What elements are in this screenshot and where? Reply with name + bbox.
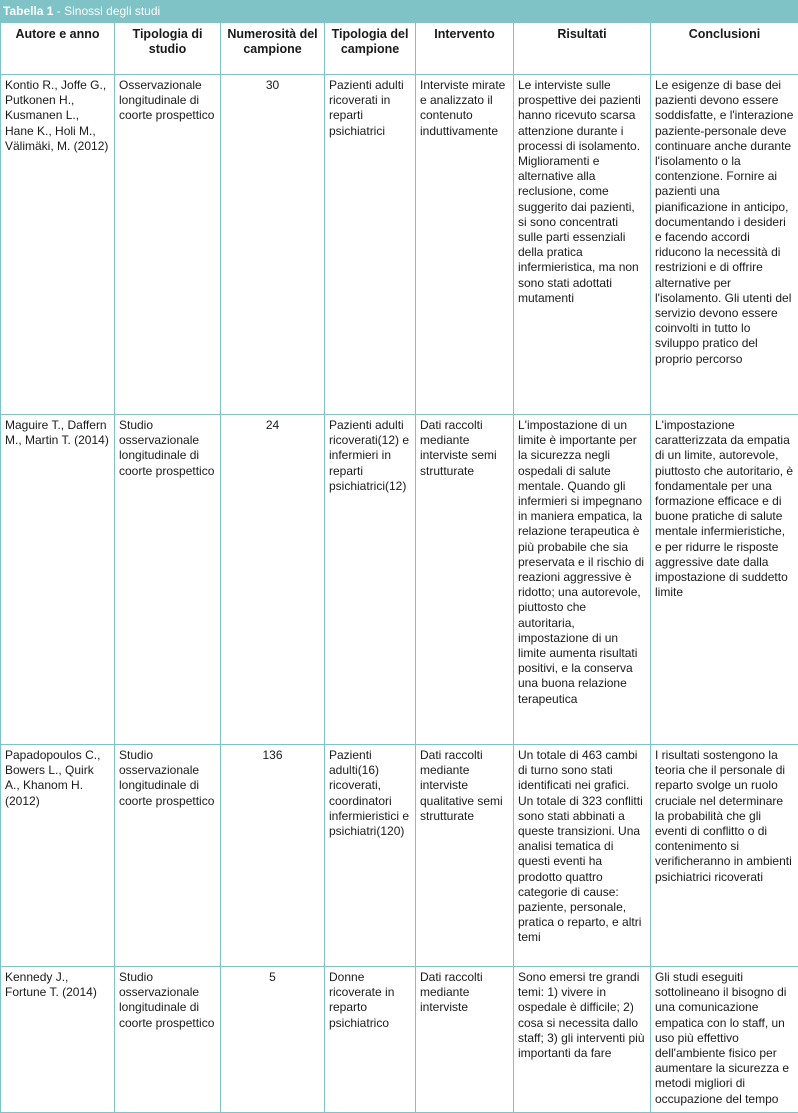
cell-tipologia-campione: Pazienti adulti ricoverati(12) e infermieri in reparti psichiatrici(12) — [325, 415, 416, 745]
cell-numerosita: 24 — [221, 415, 325, 745]
cell-tipologia-studio: Osservazionale longitudinale di coorte prospettico — [115, 75, 221, 415]
cell-conclusioni: I risultati sostengono la teoria che il personale di reparto svolge un ruolo cruciale nel determinare la probabilità che gli eventi di conflitto o di contenimento si verificheranno in ambienti psichiatrici ricoverati — [651, 745, 798, 967]
header-tipologia-studio: Tipologia di studio — [115, 23, 221, 75]
cell-risultati: Le interviste sulle prospettive dei pazienti hanno ricevuto scarsa attenzione durante i processi di isolamento. Miglioramenti e alternative alla reclusione, come suggerito dai pazienti, si sono concentrati sulle parti essenziali della pratica infermieristica, ma non sono stati adottati mutamenti — [514, 75, 651, 415]
cell-risultati: Un totale di 463 cambi di turno sono stati identificati nei grafici. Un totale di 323 conflitti sono stati abbinati a queste transizioni. Una analisi tematica di questi eventi ha prodotto quattro categorie di cause: paziente, personale, pratica o reparto, e altri temi — [514, 745, 651, 967]
table-title — [0, 0, 798, 22]
cell-risultati: L'impostazione di un limite è importante per la sicurezza negli ospedali di salute mentale. Quando gli infermieri si impegnano in maniera empatica, la relazione terapeutica è più probabile che sia preservata e il rischio di reazioni aggressive è ridotto; una autorevole, piuttosto che autoritaria, impostazione di un limite aumenta risultati positivi, e la conserva una buona relazione terapeutica — [514, 415, 651, 745]
cell-tipologia-studio: Studio osservazionale longitudinale di coorte prospettico — [115, 745, 221, 967]
cell-intervento: Dati raccolti mediante interviste — [416, 967, 514, 1113]
table-row — [1, 967, 798, 1113]
header-row — [1, 23, 798, 75]
header-intervento: Intervento — [416, 23, 514, 75]
cell-numerosita: 5 — [221, 967, 325, 1113]
cell-tipologia-campione: Pazienti adulti ricoverati in reparti psichiatrici — [325, 75, 416, 415]
cell-numerosita: 30 — [221, 75, 325, 415]
cell-intervento: Interviste mirate e analizzato il contenuto induttivamente — [416, 75, 514, 415]
cell-intervento: Dati raccolti mediante interviste semi strutturate — [416, 415, 514, 745]
cell-autore: Kontio R., Joffe G., Putkonen H., Kusmanen L., Hane K., Holi M., Välimäki, M. (2012) — [1, 75, 115, 415]
header-numerosita: Numerosità del campione — [221, 23, 325, 75]
header-conclusioni: Conclusioni — [651, 23, 798, 75]
cell-tipologia-studio: Studio osservazionale longitudinale di coorte prospettico — [115, 967, 221, 1113]
table-row — [1, 745, 798, 967]
cell-tipologia-campione: Pazienti adulti(16) ricoverati, coordinatori infermieristici e psichiatri(120) — [325, 745, 416, 967]
cell-autore: Kennedy J., Fortune T. (2014) — [1, 967, 115, 1113]
table-row — [1, 415, 798, 745]
synopsis-table — [0, 22, 798, 1113]
cell-risultati: Sono emersi tre grandi temi: 1) vivere in ospedale è difficile; 2) cosa si necessita dallo staff; 3) gli interventi più importanti da fare — [514, 967, 651, 1113]
cell-conclusioni: Gli studi eseguiti sottolineano il bisogno di una comunicazione empatica con lo staff, un uso più effettivo dell'ambiente fisico per aumentare la sicurezza e metodi migliori di occupazione del tempo — [651, 967, 798, 1113]
cell-conclusioni: L'impostazione caratterizzata da empatia di un limite, autorevole, piuttosto che autoritario, è fondamentale per una formazione efficace e di buone pratiche di salute mentale infermieristiche, e per ridurre le risposte aggressive date dalla impostazione di suddetto limite — [651, 415, 798, 745]
cell-numerosita: 136 — [221, 745, 325, 967]
table-title-text: - Sinossi degli studi — [53, 4, 160, 18]
header-autore: Autore e anno — [1, 23, 115, 75]
cell-autore: Papadopoulos C., Bowers L., Quirk A., Khanom H. (2012) — [1, 745, 115, 967]
table-title-prefix: Tabella 1 — [3, 4, 53, 18]
header-tipologia-campione: Tipologia del campione — [325, 23, 416, 75]
cell-conclusioni: Le esigenze di base dei pazienti devono essere soddisfatte, e l'interazione paziente-personale deve continuare anche durante l'isolamento o la contenzione. Fornire ai pazienti una pianificazione in anticipo, documentando i desideri e facendo accordi riducono la necessità di restrizioni e di offrire alternative per l'isolamento. Gli utenti del servizio devono essere coinvolti in tutto lo sviluppo pratico del proprio percorso — [651, 75, 798, 415]
cell-intervento: Dati raccolti mediante interviste qualitative semi strutturate — [416, 745, 514, 967]
cell-autore: Maguire T., Daffern M., Martin T. (2014) — [1, 415, 115, 745]
cell-tipologia-studio: Studio osservazionale longitudinale di coorte prospettico — [115, 415, 221, 745]
table-row — [1, 75, 798, 415]
cell-tipologia-campione: Donne ricoverate in reparto psichiatrico — [325, 967, 416, 1113]
header-risultati: Risultati — [514, 23, 651, 75]
